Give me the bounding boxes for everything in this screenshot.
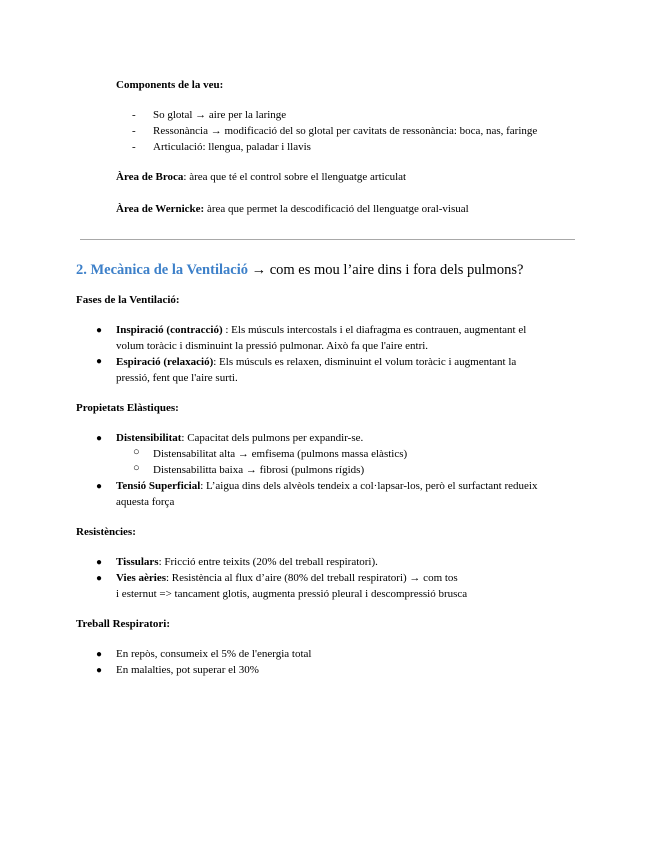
tissulars-term: Tissulars — [116, 556, 159, 568]
list-item: Distensabilitat alta → emfisema (pulmons massa elàstics) — [153, 448, 408, 460]
tensio-desc: : L’aigua dins dels alvèols tendeix a col·lapsar-los, però el surfactant redueix — [200, 480, 538, 492]
inspiracio-desc-cont: volum toràcic i disminuint la pressió pulmonar. Això fa que l'aire entri. — [116, 340, 429, 352]
propietats-heading: Propietats Elàstiques: — [76, 402, 179, 414]
horizontal-divider — [80, 239, 575, 240]
bullet-icon: ● — [96, 649, 103, 660]
inspiracio-term: Inspiració (contracció) — [116, 324, 223, 336]
treball-heading: Treball Respiratori: — [76, 618, 170, 630]
espiracio-term: Espiració (relaxació) — [116, 356, 214, 368]
section-heading — [76, 261, 523, 279]
bullet-icon: ● — [96, 557, 103, 568]
vies-desc-cont: i esternut => tancament glotis, augmenta pressió pleural i descompressió brusca — [116, 588, 468, 600]
circle-bullet-icon: ○ — [133, 446, 140, 458]
list-item: En repòs, consumeix el 5% de l'energia total — [116, 648, 312, 660]
section-title: 2. Mecànica de la Ventilació — [76, 262, 248, 278]
espiracio-desc-cont: pressió, fent que l'aire surti. — [116, 372, 238, 384]
broca-desc: : àrea que té el control sobre el llenguatge articulat — [183, 171, 407, 183]
wernicke-term: Àrea de Wernicke: — [116, 203, 205, 215]
tissulars-desc: : Fricció entre teixits (20% del treball respiratori). — [158, 556, 378, 568]
list-item — [116, 479, 537, 494]
dash-marker: - — [132, 125, 136, 137]
dash-marker: - — [132, 141, 136, 153]
section-subtitle: → com es mou l’aire dins i fora dels pulmons? — [247, 262, 524, 278]
bullet-icon: ● — [96, 665, 103, 676]
resistencies-heading: Resistències: — [76, 526, 136, 538]
bullet-icon: ● — [96, 433, 103, 444]
bullet-icon: ● — [96, 573, 103, 584]
dash-marker: - — [132, 109, 136, 121]
list-item — [116, 571, 458, 586]
vies-desc: : Resistència al flux d’aire (80% del treball respiratori) → com tos — [166, 572, 458, 584]
list-item — [116, 555, 378, 570]
distensibilitat-term: Distensibilitat — [116, 432, 182, 444]
tensio-desc-cont: aquesta força — [116, 496, 175, 508]
wernicke-paragraph — [116, 202, 469, 217]
bullet-icon: ● — [96, 356, 103, 367]
bullet-icon: ● — [96, 325, 103, 336]
wernicke-desc: àrea que permet la descodificació del llenguatge oral-visual — [204, 203, 469, 215]
fases-heading: Fases de la Ventilació: — [76, 294, 180, 306]
inspiracio-desc: : Els músculs intercostals i el diafragma es contrauen, augmentant el — [222, 324, 527, 336]
circle-bullet-icon: ○ — [133, 462, 140, 474]
broca-paragraph — [116, 170, 406, 185]
list-item: So glotal → aire per la laringe — [153, 109, 287, 121]
tensio-term: Tensió Superficial — [116, 480, 201, 492]
vies-term: Vies aèries — [116, 572, 166, 584]
components-heading: Components de la veu: — [116, 79, 224, 91]
list-item — [116, 431, 363, 446]
list-item: En malalties, pot superar el 30% — [116, 664, 259, 676]
broca-term: Àrea de Broca — [116, 171, 184, 183]
list-item: Articulació: llengua, paladar i llavis — [153, 141, 311, 153]
list-item: Ressonància → modificació del so glotal per cavitats de ressonància: boca, nas, faringe — [153, 125, 538, 137]
espiracio-desc: : Els músculs es relaxen, disminuint el volum toràcic i augmentant la — [213, 356, 517, 368]
distensibilitat-desc: : Capacitat dels pulmons per expandir-se. — [181, 432, 364, 444]
list-item: Distensabilitta baixa → fibrosi (pulmons rígids) — [153, 464, 365, 476]
list-item — [116, 355, 516, 370]
bullet-icon: ● — [96, 481, 103, 492]
list-item — [116, 323, 526, 338]
